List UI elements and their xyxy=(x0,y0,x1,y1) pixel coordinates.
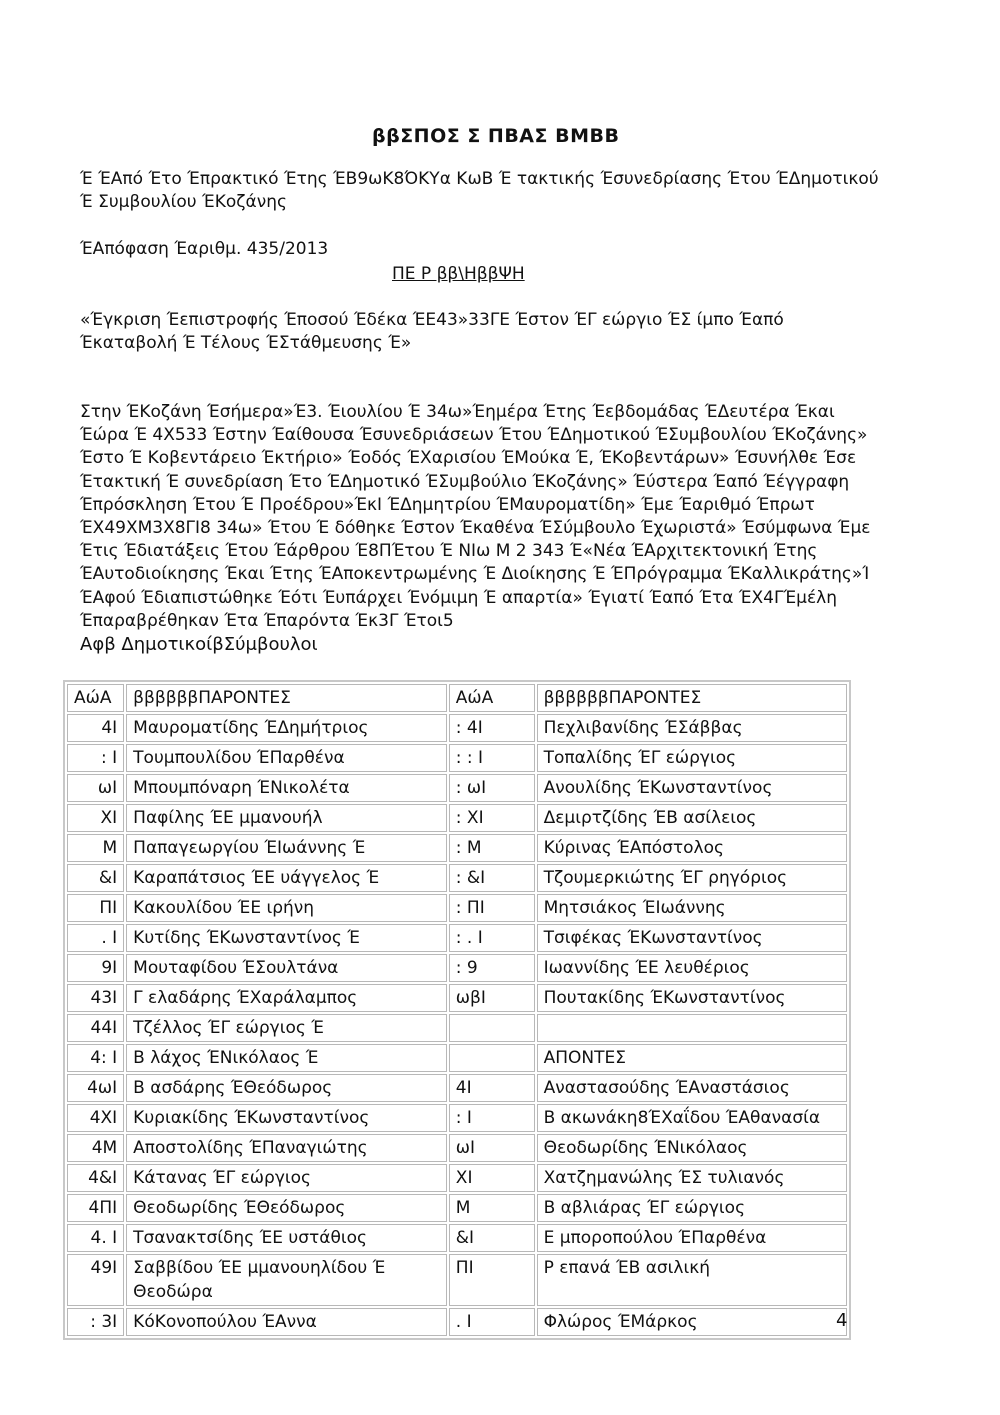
header-cell: ββββββΠΑΡΟΝΤΕΣ xyxy=(537,684,847,712)
table-cell: Σαββίδου ΈΕ μμανουηλίδου Έ Θεοδώρα xyxy=(126,1254,447,1306)
table-row xyxy=(67,804,847,832)
table-cell: : Ι xyxy=(449,1104,535,1132)
table-header-row xyxy=(67,684,847,712)
table-cell: Χατζημανώλης ΈΣ τυλιανός xyxy=(537,1164,847,1192)
table-cell: Τοπαλίδης ΈΓ εώργιος xyxy=(537,744,847,772)
table-row xyxy=(67,894,847,922)
table-cell: Β ακωνάκη8ΈΧαΐδου ΈΑθανασία xyxy=(537,1104,847,1132)
table-cell: : . Ι xyxy=(449,924,535,952)
table-cell: Τουμπουλίδου ΈΠαρθένα xyxy=(126,744,447,772)
table-cell: 4Ι xyxy=(449,1074,535,1102)
subject-paragraph: «Έγκριση Έεπιστροφής Έποσού Έδέκα ΈΕ43»33ΓΕ Έστον ΈΓ εώργιο ΈΣ ίμπο Έαπό Έκαταβολή Έ Τέλους ΈΣτάθμευσης Έ» xyxy=(80,310,784,353)
table-cell: 44Ι xyxy=(67,1014,124,1042)
table-cell: 4&Ι xyxy=(67,1164,124,1192)
table-cell: Β ασδάρης ΈΘεόδωρος xyxy=(126,1074,447,1102)
page-number: 4 xyxy=(836,1310,848,1331)
table-cell: Αποστολίδης ΈΠαναγιώτης xyxy=(126,1134,447,1162)
table-cell: Παπαγεωργίου ΈΙωάννης Έ xyxy=(126,834,447,862)
table-cell xyxy=(449,1014,535,1042)
table-cell: 4ωΙ xyxy=(67,1074,124,1102)
table-cell: Μητσιάκος ΈΙωάννης xyxy=(537,894,847,922)
table-cell: Φλώρος ΈΜάρκος xyxy=(537,1308,847,1336)
table-row xyxy=(67,984,847,1012)
table-cell: : ΧΙ xyxy=(449,804,535,832)
table-cell: Ιωαννίδης ΈΕ λευθέριος xyxy=(537,954,847,982)
table-cell: : ωΙ xyxy=(449,774,535,802)
table-cell: Γ ελαδάρης ΈΧαράλαμπος xyxy=(126,984,447,1012)
table-cell: Κυτίδης ΈΚωνσταντίνος Έ xyxy=(126,924,447,952)
table-cell: Κύρινας ΈΑπόστολος xyxy=(537,834,847,862)
table-row xyxy=(67,1014,847,1042)
table-row xyxy=(67,1308,847,1336)
header-cell: ΑώΑ xyxy=(449,684,535,712)
table-cell: 9Ι xyxy=(67,954,124,982)
table-cell: Τσανακτσίδης ΈΕ υστάθιος xyxy=(126,1224,447,1252)
table-cell: 43Ι xyxy=(67,984,124,1012)
table-row xyxy=(67,1224,847,1252)
table-cell: Τσιφέκας ΈΚωνσταντίνος xyxy=(537,924,847,952)
table-cell xyxy=(449,1044,535,1072)
table-cell: ωΙ xyxy=(449,1134,535,1162)
table-cell: Μουταφίδου ΈΣουλτάνα xyxy=(126,954,447,982)
table-cell: Θεοδωρίδης ΈΘεόδωρος xyxy=(126,1194,447,1222)
table-cell: &Ι xyxy=(67,864,124,892)
members-table xyxy=(63,680,851,1340)
table-cell: Καραπάτσιος ΈΕ υάγγελος Έ xyxy=(126,864,447,892)
table-cell: Β αβλιάρας ΈΓ εώργιος xyxy=(537,1194,847,1222)
intro-paragraph: Έ ΈΑπό Έτο Έπρακτικό Έτης ΈΒ9ωΚ8ΌΚΥα ΚωΒ Έ τακτικής Έσυνεδρίασης Έτου ΈΔημοτικού Έ Συμβουλίου ΈΚοζάνης xyxy=(80,169,879,212)
table-cell: 49Ι xyxy=(67,1254,124,1306)
table-cell: ωΙ xyxy=(67,774,124,802)
members-table-body xyxy=(67,684,847,1336)
table-cell: Δεμιρτζίδης ΈΒ ασίλειος xyxy=(537,804,847,832)
table-cell: Μ xyxy=(449,1194,535,1222)
table-cell: Β λάχος ΈΝικόλαος Έ xyxy=(126,1044,447,1072)
table-cell: . Ι xyxy=(449,1308,535,1336)
table-row xyxy=(67,1134,847,1162)
table-cell: Τζέλλος ΈΓ εώργιος Έ xyxy=(126,1014,447,1042)
table-row xyxy=(67,954,847,982)
table-cell: 4ΠΙ xyxy=(67,1194,124,1222)
table-cell: : Ι xyxy=(67,744,124,772)
document-heading: ββΣΠΟΣ Σ ΠΒΑΣ ΒΜΒΒ xyxy=(372,125,620,147)
table-row xyxy=(67,1164,847,1192)
table-cell: Πουτακίδης ΈΚωνσταντίνος xyxy=(537,984,847,1012)
table-cell: &Ι xyxy=(449,1224,535,1252)
table-row xyxy=(67,1044,847,1072)
header-cell: ββββββΠΑΡΟΝΤΕΣ xyxy=(126,684,447,712)
table-cell: : 3Ι xyxy=(67,1308,124,1336)
table-cell: : : Ι xyxy=(449,744,535,772)
table-cell: : ΠΙ xyxy=(449,894,535,922)
table-row xyxy=(67,864,847,892)
table-cell xyxy=(537,1014,847,1042)
table-cell: 4: Ι xyxy=(67,1044,124,1072)
table-cell: Μαυροματίδης ΈΔημήτριος xyxy=(126,714,447,742)
table-row xyxy=(67,834,847,862)
table-row xyxy=(67,924,847,952)
table-row xyxy=(67,1194,847,1222)
table-cell: ΑΠΟΝΤΕΣ xyxy=(537,1044,847,1072)
table-row xyxy=(67,744,847,772)
table-cell: Ανουλίδης ΈΚωνσταντίνος xyxy=(537,774,847,802)
subject-heading: ΠΕ Ρ ββ\ΗββΨΗ xyxy=(392,264,525,284)
table-cell: Ε μποροπούλου ΈΠαρθένα xyxy=(537,1224,847,1252)
table-cell: : 4Ι xyxy=(449,714,535,742)
table-cell: 4Μ xyxy=(67,1134,124,1162)
table-cell: Κακουλίδου ΈΕ ιρήνη xyxy=(126,894,447,922)
table-row xyxy=(67,774,847,802)
table-row xyxy=(67,1254,847,1306)
table-cell: Ρ επανά ΈΒ ασιλική xyxy=(537,1254,847,1306)
table-cell: Τζουμερκιώτης ΈΓ ρηγόριος xyxy=(537,864,847,892)
table-cell: Μπουμπόναρη ΈΝικολέτα xyxy=(126,774,447,802)
table-cell: ΚόΚονοπούλου ΈΑννα xyxy=(126,1308,447,1336)
table-row xyxy=(67,1104,847,1132)
table-cell: Κάτανας ΈΓ εώργιος xyxy=(126,1164,447,1192)
table-cell: ΠΙ xyxy=(449,1254,535,1306)
table-cell: . Ι xyxy=(67,924,124,952)
table-cell: 4ΧΙ xyxy=(67,1104,124,1132)
table-cell: : 9 xyxy=(449,954,535,982)
table-cell: 4Ι xyxy=(67,714,124,742)
table-row xyxy=(67,1074,847,1102)
table-cell: Αναστασούδης ΈΑναστάσιος xyxy=(537,1074,847,1102)
table-cell: 4. Ι xyxy=(67,1224,124,1252)
table-cell: ΠΙ xyxy=(67,894,124,922)
table-cell: Πεχλιβανίδης ΈΣάββας xyxy=(537,714,847,742)
table-cell: Παφίλης ΈΕ μμανουήλ xyxy=(126,804,447,832)
body-paragraph: Στην ΈΚοζάνη Έσήμερα»Έ3. Έιουλίου Έ 34ω»Έημέρα Έτης Έεβδομάδας ΈΔευτέρα Έκαι Έώρα Έ 4Χ533 Έστην Έαίθουσα Έσυνεδριάσεων Έτου ΈΔημοτικού ΈΣυμβουλίου ΈΚοζάνης» Έστο Έ Κοβεντάρειο Έκτήριο» Έοδός ΈΧαρισίου ΈΜούκα Έ, ΈΚοβεντάρων» Έσυνήλθε Έσε Έτακτική Έ συνεδρίαση Έτο ΈΔημοτικό ΈΣυμβούλιο ΈΚοζάνης» Έύστερα Έαπό Έέγγραφη Έπρόσκληση Έτου Έ Προέδρου»ΈκΙ ΈΔημητρίου ΈΜαυροματίδη» Έμε Έαριθμό Έπρωτ ΈΧ49ΧΜ3Χ8ΓΙ8 34ω» Έτου Έ δόθηκε Έστον Έκαθένα ΈΣύμβουλο Έχωριστά» Έσύμφωνα Έμε Έτις Έδιατάξεις Έτου Έάρθρου Έ8ΠΈτου Έ ΝΙω Μ 2 343 Έ«Νέα ΈΑρχιτεκτονική Έτης ΈΑυτοδιοίκησης Έκαι Έτης ΈΑποκεντρωμένης Έ Διοίκησης Έ ΈΠρόγραμμα ΈΚαλλικράτης»Ί ΈΑφού Έδιαπιστώθηκε Έότι Έυπάρχει Ένόμιμη Έ απαρτία» Έγιατί Έαπό Έτα ΈΧ4ΓΈμέλη Έπαραβρέθηκαν Έτα Έπαρόντα Έκ3Γ Έτοι5 xyxy=(80,402,871,631)
table-cell: ΧΙ xyxy=(449,1164,535,1192)
table-cell: : Μ xyxy=(449,834,535,862)
table-cell: Κυριακίδης ΈΚωνσταντίνος xyxy=(126,1104,447,1132)
table-cell: Μ xyxy=(67,834,124,862)
decision-number: ΈΑπόφαση Έαριθμ. 435/2013 xyxy=(80,239,329,259)
table-cell: ΧΙ xyxy=(67,804,124,832)
table-cell: : &Ι xyxy=(449,864,535,892)
table-cell: Θεοδωρίδης ΈΝικόλαος xyxy=(537,1134,847,1162)
table-cell: ωβΙ xyxy=(449,984,535,1012)
table-row xyxy=(67,714,847,742)
header-cell: ΑώΑ xyxy=(67,684,124,712)
members-title: Αφβ ΔημοτικοίβΣύμβουλοι xyxy=(80,634,318,655)
